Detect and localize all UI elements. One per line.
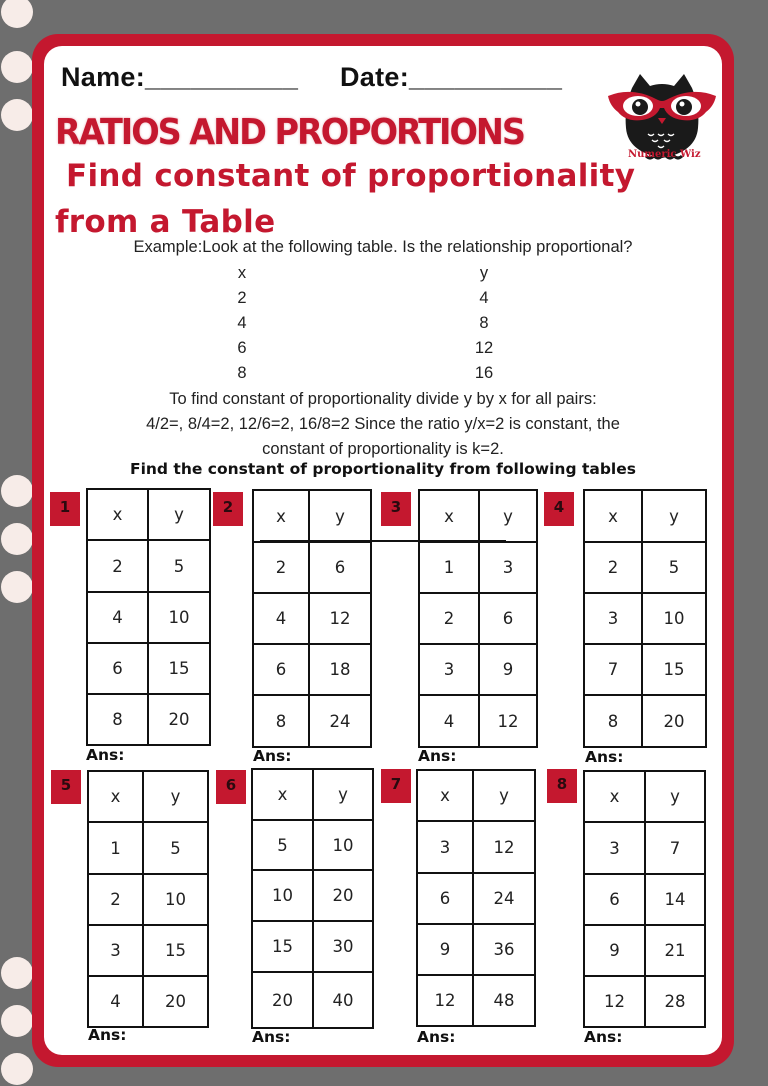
brand-name: Numeric Wiz (628, 149, 701, 160)
x-cell: 8 (87, 694, 148, 745)
x-cell: 9 (584, 925, 645, 976)
y-cell: 14 (645, 874, 705, 925)
answer-field[interactable]: Ans: (252, 1028, 291, 1046)
x-cell: 2 (253, 542, 309, 593)
y-cell: 36 (473, 924, 535, 975)
binder-hole (1, 571, 33, 603)
y-cell: 10 (313, 820, 373, 870)
x-cell: 2 (88, 874, 143, 925)
x-cell: 4 (88, 976, 143, 1027)
example-x-value: 4 (237, 314, 247, 332)
x-cell: 12 (417, 975, 473, 1026)
x-cell: 1 (419, 542, 479, 593)
binder-hole (1, 51, 33, 83)
example-x-value: 2 (237, 289, 247, 307)
answer-field[interactable]: Ans: (418, 747, 457, 765)
x-cell: 6 (417, 873, 473, 924)
x-header: x (419, 490, 479, 542)
y-cell: 10 (642, 593, 706, 644)
y-cell: 28 (645, 976, 705, 1027)
problem-table-4 (583, 489, 707, 748)
y-cell: 30 (313, 921, 373, 972)
example-y-value: 4 (479, 289, 489, 307)
answer-field[interactable]: Ans: (86, 746, 125, 764)
y-cell: 20 (143, 976, 208, 1027)
y-header: y (642, 490, 706, 542)
answer-field[interactable]: Ans: (585, 748, 624, 766)
x-cell: 3 (584, 593, 642, 644)
y-header: y (309, 490, 371, 542)
owl-with-glasses-icon (602, 66, 722, 186)
instructions: Find the constant of proportionality from following tables (130, 460, 636, 478)
x-cell: 9 (417, 924, 473, 975)
date-field[interactable]: Date:__________ (340, 62, 563, 92)
y-cell: 48 (473, 975, 535, 1026)
x-cell: 1 (88, 822, 143, 874)
y-header: y (313, 769, 373, 820)
y-header: y (645, 771, 705, 822)
worksheet-subtitle-line1: Find constant of proportionality (66, 158, 636, 194)
binder-hole (1, 1005, 33, 1037)
example-question: Example:Look at the following table. Is the relationship proportional? (133, 238, 633, 256)
answer-field[interactable]: Ans: (584, 1028, 623, 1046)
y-cell: 15 (143, 925, 208, 976)
y-cell: 24 (473, 873, 535, 924)
y-header: y (143, 771, 208, 822)
problem-table-1 (86, 488, 211, 746)
problem-table-7 (416, 769, 536, 1027)
y-cell: 20 (313, 870, 373, 921)
x-cell: 7 (584, 644, 642, 695)
x-cell: 4 (253, 593, 309, 644)
binder-hole (1, 1053, 33, 1085)
worksheet-page (44, 46, 722, 1055)
x-cell: 6 (87, 643, 148, 694)
y-cell: 18 (309, 644, 371, 695)
problem-number-badge: 2 (213, 492, 243, 526)
x-cell: 3 (88, 925, 143, 976)
x-cell: 12 (584, 976, 645, 1027)
example-explanation-line3: constant of proportionality is k=2. (262, 440, 504, 458)
answer-field[interactable]: Ans: (417, 1028, 456, 1046)
x-cell: 5 (252, 820, 313, 870)
x-header: x (584, 490, 642, 542)
binder-hole (1, 0, 33, 28)
answer-field[interactable]: Ans: (253, 747, 292, 765)
problem-number-badge: 6 (216, 770, 246, 804)
binder-hole (1, 99, 33, 131)
worksheet-title: RATIOS AND PROPORTIONS (55, 112, 524, 153)
y-cell: 12 (473, 821, 535, 873)
y-cell: 5 (642, 542, 706, 593)
example-y-value: 12 (474, 339, 494, 357)
example-y-value: 16 (474, 364, 494, 382)
y-cell: 20 (148, 694, 210, 745)
y-cell: 12 (309, 593, 371, 644)
problem-number-badge: 5 (51, 770, 81, 804)
problem-table-8 (583, 770, 706, 1028)
y-cell: 5 (143, 822, 208, 874)
y-cell: 6 (479, 593, 537, 644)
x-cell: 3 (417, 821, 473, 873)
y-header: y (479, 490, 537, 542)
x-cell: 6 (584, 874, 645, 925)
example-x-header: x (237, 264, 247, 282)
y-cell: 3 (479, 542, 537, 593)
x-cell: 2 (419, 593, 479, 644)
binder-hole (1, 523, 33, 555)
binder-hole (1, 475, 33, 507)
name-field[interactable]: Name:__________ (61, 62, 299, 92)
problem-table-2 (252, 489, 372, 748)
x-cell: 15 (252, 921, 313, 972)
x-cell: 4 (87, 592, 148, 643)
y-header: y (148, 489, 210, 540)
x-cell: 3 (419, 644, 479, 695)
binder-hole (1, 957, 33, 989)
y-cell: 40 (313, 972, 373, 1028)
y-cell: 12 (479, 695, 537, 747)
problem-table-3 (418, 489, 538, 748)
answer-field[interactable]: Ans: (88, 1026, 127, 1044)
problem-table-5 (87, 770, 209, 1028)
problem-number-badge: 3 (381, 492, 411, 526)
y-cell: 10 (143, 874, 208, 925)
x-cell: 10 (252, 870, 313, 921)
example-explanation-line2: 4/2=, 8/4=2, 12/6=2, 16/8=2 Since the ratio y/x=2 is constant, the (146, 415, 620, 433)
x-cell: 4 (419, 695, 479, 747)
worksheet-subtitle-line2: from a Table (55, 204, 276, 240)
x-cell: 6 (253, 644, 309, 695)
example-explanation-line1: To find constant of proportionality divide y by x for all pairs: (169, 390, 597, 408)
x-cell: 8 (253, 695, 309, 747)
x-header: x (87, 489, 148, 540)
y-cell: 5 (148, 540, 210, 592)
y-cell: 20 (642, 695, 706, 747)
x-header: x (417, 770, 473, 821)
y-cell: 15 (642, 644, 706, 695)
x-header: x (252, 769, 313, 820)
x-cell: 8 (584, 695, 642, 747)
y-cell: 24 (309, 695, 371, 747)
example-x-value: 8 (237, 364, 247, 382)
problem-number-badge: 7 (381, 769, 411, 803)
y-cell: 9 (479, 644, 537, 695)
example-x-value: 6 (237, 339, 247, 357)
problem-number-badge: 8 (547, 769, 577, 803)
y-header: y (473, 770, 535, 821)
example-y-value: 8 (479, 314, 489, 332)
x-cell: 2 (87, 540, 148, 592)
x-header: x (584, 771, 645, 822)
x-cell: 20 (252, 972, 313, 1028)
x-header: x (253, 490, 309, 542)
x-cell: 2 (584, 542, 642, 593)
y-cell: 6 (309, 542, 371, 593)
y-cell: 21 (645, 925, 705, 976)
y-cell: 10 (148, 592, 210, 643)
problem-number-badge: 4 (544, 492, 574, 526)
problem-table-6 (251, 768, 374, 1029)
problem-number-badge: 1 (50, 492, 80, 526)
example-y-header: y (479, 264, 489, 282)
x-cell: 3 (584, 822, 645, 874)
y-cell: 7 (645, 822, 705, 874)
y-cell: 15 (148, 643, 210, 694)
x-header: x (88, 771, 143, 822)
